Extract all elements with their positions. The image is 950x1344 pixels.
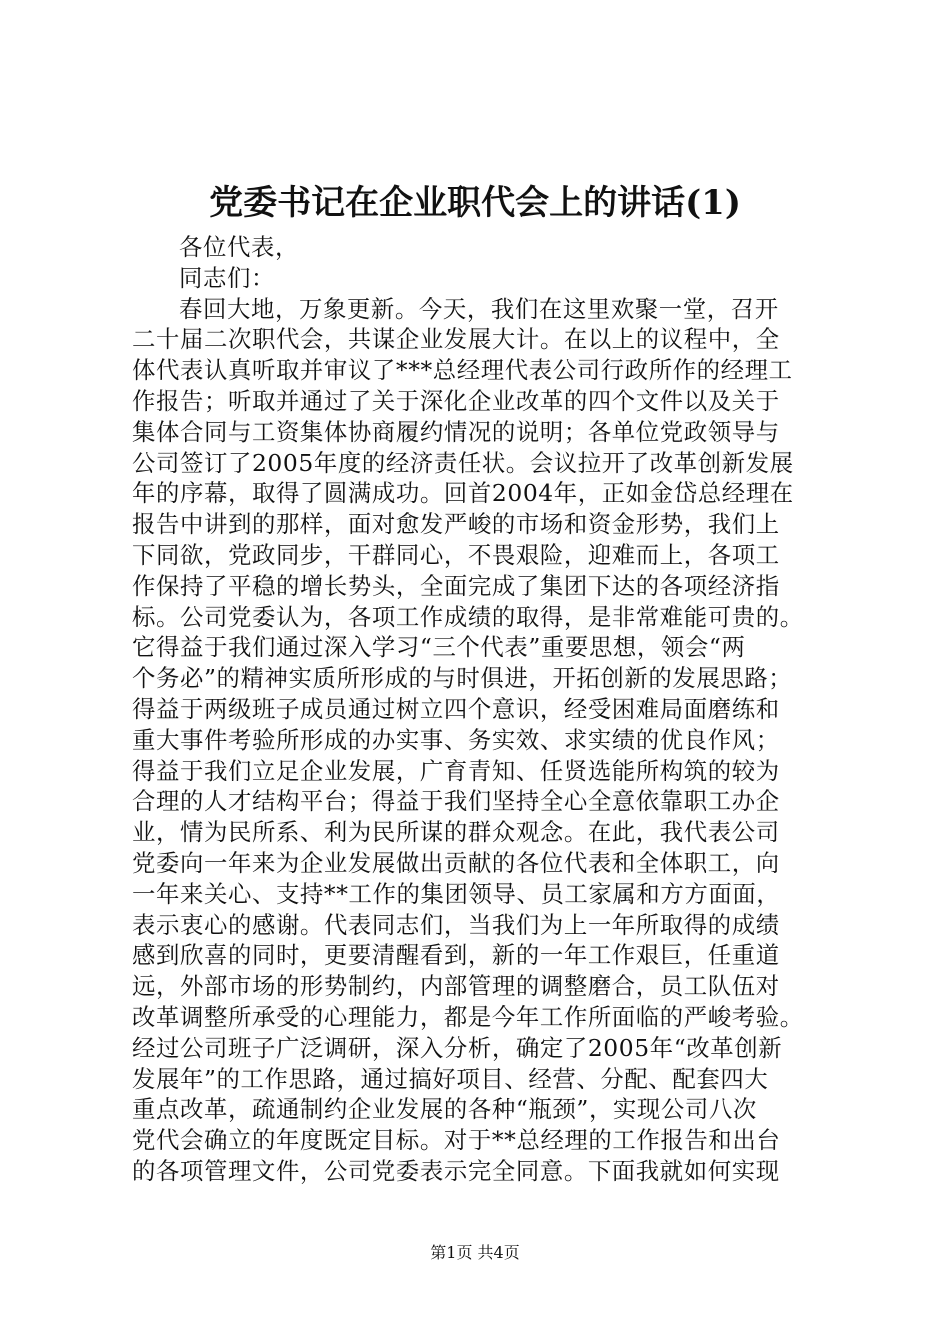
document-title: 党委书记在企业职代会上的讲话(1) (209, 183, 741, 223)
paragraph-line: 作报告；听取并通过了关于深化企业改革的四个文件以及关于 (132, 386, 780, 415)
page-number-footer: 第1页 共4页 (430, 1243, 520, 1262)
paragraph-line: 远，外部市场的形势制约，内部管理的调整磨合，员工队伍对 (132, 972, 780, 1001)
salutation-line: 同志们： (179, 263, 275, 292)
paragraph-line: 它得益于我们通过深入学习“三个代表”重要思想，领会“两 (132, 633, 746, 662)
paragraph-line: 表示衷心的感谢。代表同志们，当我们为上一年所取得的成绩 (132, 910, 780, 939)
paragraph-line: 春回大地，万象更新。今天，我们在这里欢聚一堂，召开 (179, 294, 779, 323)
paragraph-line: 报告中讲到的那样，面对愈发严峻的市场和资金形势，我们上 (132, 510, 780, 539)
paragraph-line: 年的序幕，取得了圆满成功。回首2004年，正如金岱总经理在 (132, 479, 794, 508)
paragraph-line: 的各项管理文件，公司党委表示完全同意。下面我就如何实现 (132, 1156, 780, 1185)
paragraph-line: 得益于两级班子成员通过树立四个意识，经受困难局面磨练和 (132, 694, 780, 723)
paragraph-line: 二十届二次职代会，共谋企业发展大计。在以上的议程中，全 (132, 325, 780, 354)
document-body (132, 232, 852, 1187)
paragraph-line: 合理的人才结构平台；得益于我们坚持全心全意依靠职工办企 (132, 787, 780, 816)
paragraph-line: 公司签订了2005年度的经济责任状。会议拉开了改革创新发展 (132, 448, 794, 477)
paragraph-line: 体代表认真听取并审议了***总经理代表公司行政所作的经理工 (132, 356, 793, 385)
paragraph-line: 重大事件考验所形成的办实事、务实效、求实绩的优良作风； (132, 725, 780, 754)
paragraph-line: 经过公司班子广泛调研，深入分析，确定了2005年“改革创新 (132, 1033, 783, 1062)
paragraph-line: 标。公司党委认为，各项工作成绩的取得，是非常难能可贵的。 (132, 602, 804, 631)
salutation-line: 各位代表， (179, 233, 299, 261)
paragraph-line: 下同欲，党政同步，干群同心，不畏艰险，迎难而上，各项工 (132, 540, 780, 569)
paragraph-line: 发展年”的工作思路，通过搞好项目、经营、分配、配套四大 (132, 1064, 769, 1093)
paragraph-line: 党代会确立的年度既定目标。对于**总经理的工作报告和出台 (132, 1126, 781, 1155)
paragraph-line: 作保持了平稳的增长势头，全面完成了集团下达的各项经济指 (132, 571, 780, 600)
paragraph-line: 感到欣喜的同时，更要清醒看到，新的一年工作艰巨，任重道 (132, 941, 780, 970)
paragraph-line: 重点改革，疏通制约企业发展的各种“瓶颈”，实现公司八次 (132, 1095, 757, 1124)
paragraph-line: 一年来关心、支持**工作的集团领导、员工家属和方方面面， (132, 879, 781, 908)
paragraph-line: 业，情为民所系、利为民所谋的群众观念。在此，我代表公司 (132, 818, 780, 847)
paragraph-line: 集体合同与工资集体协商履约情况的说明；各单位党政领导与 (132, 417, 780, 446)
paragraph-line: 得益于我们立足企业发展，广育青知、任贤选能所构筑的较为 (132, 756, 780, 785)
paragraph-line: 个务必”的精神实质所形成的与时俱进，开拓创新的发展思路； (132, 664, 793, 693)
paragraph-line: 党委向一年来为企业发展做出贡献的各位代表和全体职工，向 (132, 848, 780, 877)
paragraph-line: 改革调整所承受的心理能力，都是今年工作所面临的严峻考验。 (132, 1002, 804, 1031)
